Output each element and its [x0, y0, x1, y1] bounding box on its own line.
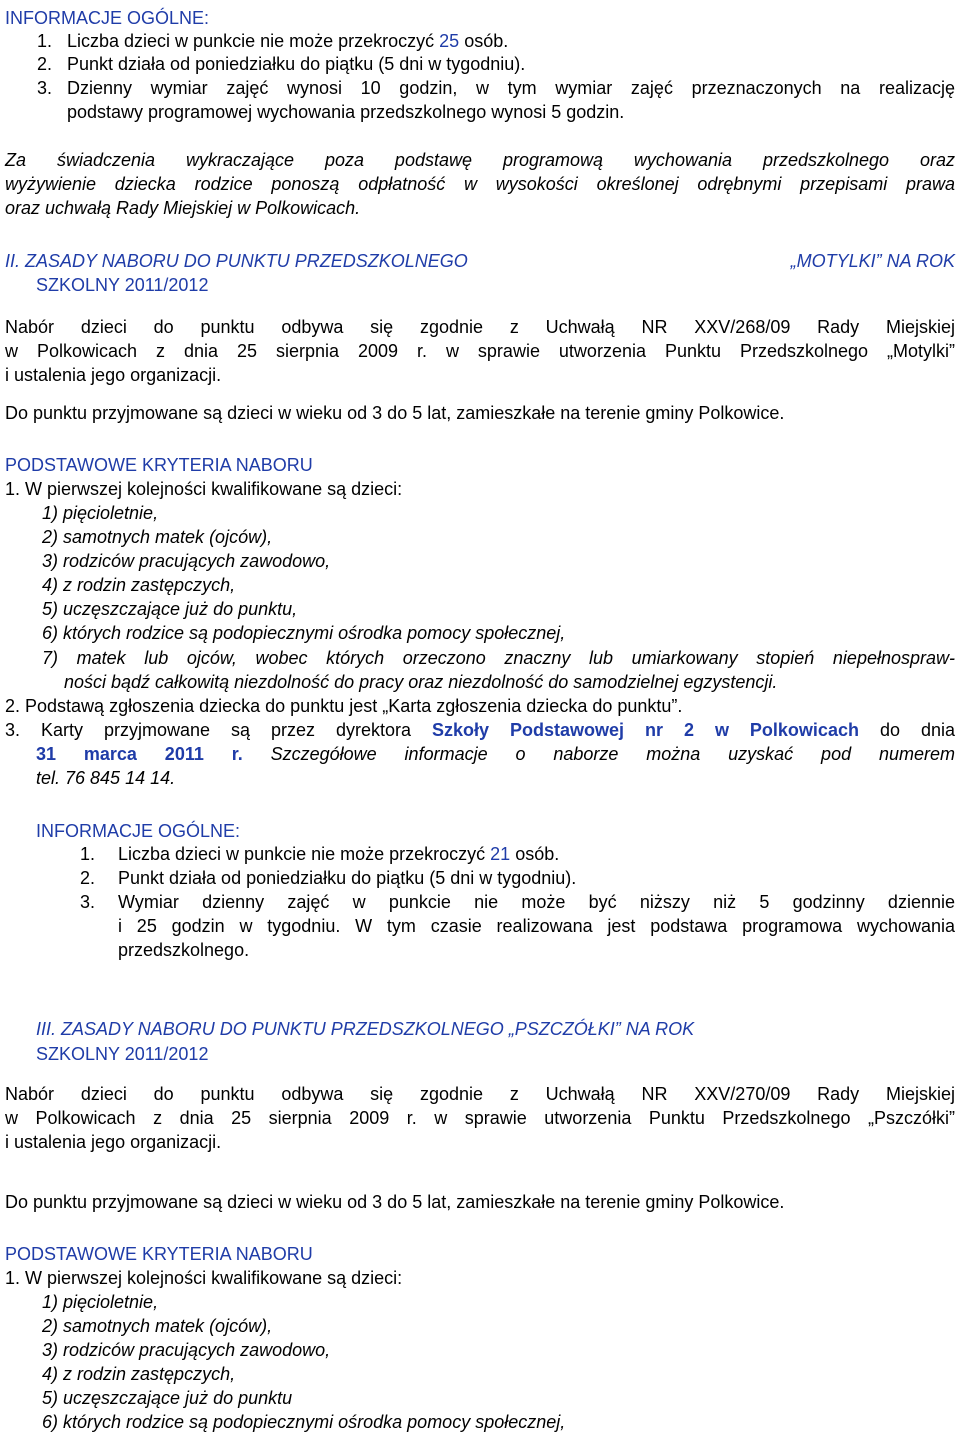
section2-title-left: II. ZASADY NABORU DO PUNKTU PRZEDSZKOLNEGO — [5, 251, 468, 271]
list-item: 2) samotnych matek (ojców), — [42, 527, 273, 547]
list-item: 3) rodziców pracujących zawodowo, — [42, 1340, 331, 1360]
list-number: 1. — [37, 31, 53, 51]
section3-criteria-intro: 1. W pierwszej kolejności kwalifikowane są dzieci: — [5, 1268, 403, 1288]
section3-title-line1: III. ZASADY NABORU DO PUNKTU PRZEDSZKOLNEGO „PSZCZÓŁKI” NA ROK — [36, 1019, 695, 1039]
list-item: 2) samotnych matek (ojców), — [42, 1316, 273, 1336]
info1-item-3-line1: Dzienny wymiar zajęć wynosi 10 godzin, w tym wymiar zajęć przeznaczonych na realizację — [67, 78, 955, 98]
deadline-date: 31 marca 2011 r. — [36, 744, 243, 764]
section2-phone: tel. 76 845 14 14. — [36, 768, 176, 788]
fee-note-line2: wyżywienie dziecka rodzice ponoszą odpłatność w wysokości określonej odrębnymi przepisami prawa — [5, 174, 955, 194]
fee-note-line3: oraz uchwałą Rady Miejskiej w Polkowicach. — [5, 198, 361, 218]
list-item: 3) rodziców pracujących zawodowo, — [42, 551, 331, 571]
info2-heading: INFORMACJE OGÓLNE: — [36, 821, 241, 841]
info2-item-1: 1. Liczba dzieci w punkcie nie może przekroczyć 21 osób. — [80, 844, 560, 864]
info2-item-3-line1: Wymiar dzienny zajęć w punkcie nie może być niższy niż 5 godzinny dziennie — [118, 892, 955, 912]
list-item: ności bądź całkowitą niezdolność do pracy oraz niezdolność do samodzielnej egzystencji. — [64, 672, 778, 692]
list-item: 1) pięcioletnie, — [42, 1292, 159, 1312]
section2-title-right: „MOTYLKI” NA ROK — [790, 251, 955, 271]
section3-basis-line2: w Polkowicach z dnia 25 sierpnia 2009 r. w sprawie utworzenia Punktu Przedszkolnego „Pszczółki” — [5, 1108, 955, 1128]
list-item: 1) pięcioletnie, — [42, 503, 159, 523]
section3-basis-line3: i ustalenia jego organizacji. — [5, 1132, 222, 1152]
list-item: 5) uczęszczające już do punktu — [42, 1388, 293, 1408]
section3-age-rule: Do punktu przyjmowane są dzieci w wieku od 3 do 5 lat, zamieszkałe na terenie gminy Polkowice. — [5, 1192, 785, 1212]
list-item: 6) których rodzice są podopiecznymi ośrodka pomocy społecznej, — [42, 623, 566, 643]
info1-item-3-line2: podstawy programowej wychowania przedszkolnego wynosi 5 godzin. — [67, 102, 625, 122]
list-item: 4) z rodzin zastępczych, — [42, 1364, 236, 1384]
list-item: 4) z rodzin zastępczych, — [42, 575, 236, 595]
list-number: 3. — [80, 892, 96, 912]
section2-basis-line2: w Polkowicach z dnia 25 sierpnia 2009 r. w sprawie utworzenia Punktu Przedszkolnego „Motylki” — [5, 341, 955, 361]
list-item: 5) uczęszczające już do punktu, — [42, 599, 298, 619]
info2-item-2: 2. Punkt działa od poniedziałku do piątku (5 dni w tygodniu). — [80, 868, 577, 888]
section2-age-rule: Do punktu przyjmowane są dzieci w wieku od 3 do 5 lat, zamieszkałe na terenie gminy Polkowice. — [5, 403, 785, 423]
section3-basis-line1: Nabór dzieci do punktu odbywa się zgodnie z Uchwałą NR XXV/270/09 Rady Miejskiej — [5, 1084, 955, 1104]
section2-point-3-line1: 3. Karty przyjmowane są przez dyrektora Szkoły Podstawowej nr 2 w Polkowicach do dnia — [5, 720, 955, 740]
school-name: Szkoły Podstawowej nr 2 w Polkowicach — [431, 720, 859, 740]
info1-heading: INFORMACJE OGÓLNE: — [5, 8, 210, 28]
section2-criteria-intro: 1. W pierwszej kolejności kwalifikowane są dzieci: — [5, 479, 403, 499]
info1-item-1: 1. Liczba dzieci w punkcie nie może przekroczyć 25 osób. — [37, 31, 509, 51]
info2-item-3-line2: i 25 godzin w tygodniu. W tym czasie realizowana jest podstawa programowa wychowania — [118, 916, 955, 936]
info1-item-2: 2. Punkt działa od poniedziałku do piątku (5 dni w tygodniu). — [37, 54, 526, 74]
info2-item-3-line3: przedszkolnego. — [118, 940, 250, 960]
section2-criteria-heading: PODSTAWOWE KRYTERIA NABORU — [5, 455, 313, 475]
list-item: 7) matek lub ojców, wobec których orzeczono znaczny lub umiarkowany stopień niepełnospraw- — [42, 648, 955, 668]
section2-title-line2: SZKOLNY 2011/2012 — [36, 275, 209, 295]
list-number: 2. — [80, 868, 96, 888]
section2-point-3-line2: 31 marca 2011 r. Szczegółowe informacje o naborze można uzyskać pod numerem — [36, 744, 955, 764]
list-item: 6) których rodzice są podopiecznymi ośrodka pomocy społecznej, — [42, 1412, 566, 1432]
list-number: 3. — [37, 78, 53, 98]
list-number: 2. — [37, 54, 53, 74]
section3-title-line2: SZKOLNY 2011/2012 — [36, 1044, 209, 1064]
fee-note-line1: Za świadczenia wykraczające poza podstawę programową wychowania przedszkolnego oraz — [5, 150, 955, 170]
max-children-count: 25 — [439, 31, 460, 51]
list-number: 1. — [80, 844, 96, 864]
section2-basis-line1: Nabór dzieci do punktu odbywa się zgodnie z Uchwałą NR XXV/268/09 Rady Miejskiej — [5, 317, 955, 337]
section2-basis-line3: i ustalenia jego organizacji. — [5, 365, 222, 385]
section2-point-2: 2. Podstawą zgłoszenia dziecka do punktu jest „Karta zgłoszenia dziecka do punktu”. — [5, 696, 683, 716]
max-children-count: 21 — [490, 844, 511, 864]
section3-criteria-heading: PODSTAWOWE KRYTERIA NABORU — [5, 1244, 313, 1264]
